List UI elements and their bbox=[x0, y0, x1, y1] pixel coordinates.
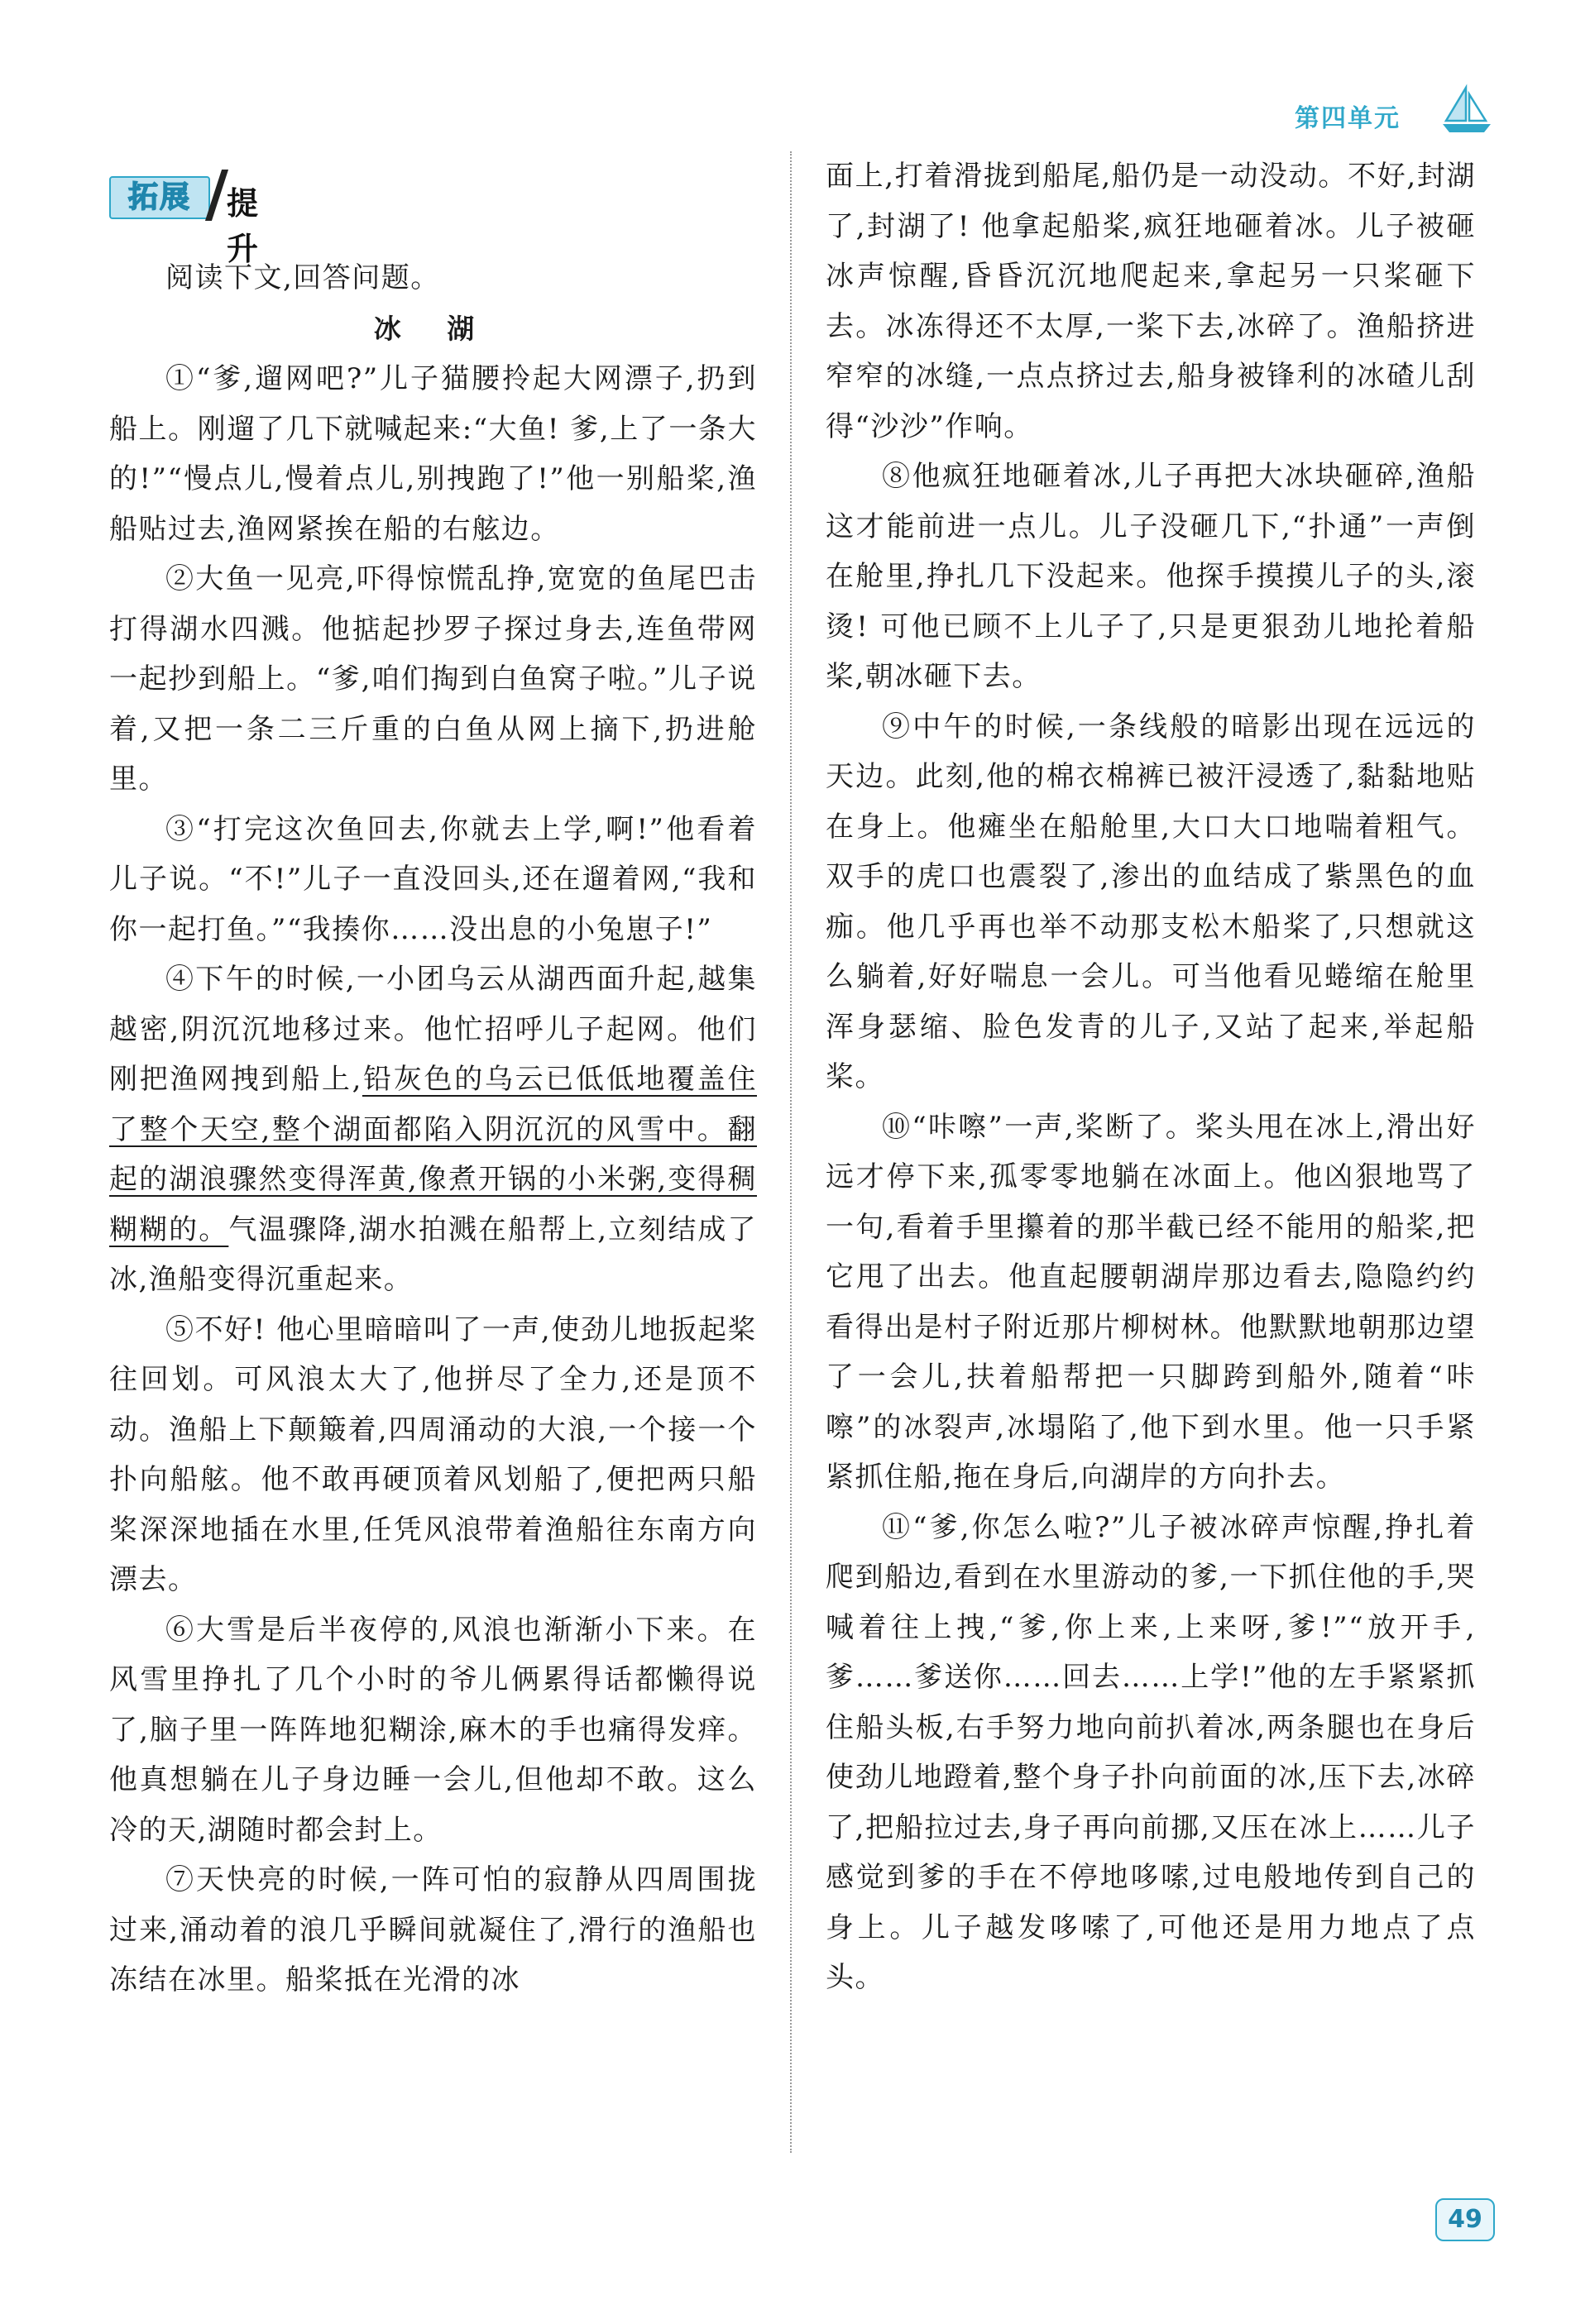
paragraph-7: ⑦天快亮的时候,一阵可怕的寂静从四周围拢过来,涌动着的浪几乎瞬间就凝住了,滑行的渔船也冻结在冰里。船桨抵在光滑的冰 bbox=[109, 1863, 757, 1996]
paragraph-2: ②大鱼一见亮,吓得惊慌乱挣,宽宽的鱼尾巴击打得湖水四溅。他掂起抄罗子探过身去,连鱼带网一起抄到船上。“爹,咱们掏到白鱼窝子啦。”儿子说着,又把一条二三斤重的白鱼从网上摘下,扔进舱里。 bbox=[109, 562, 757, 796]
paragraph-4 bbox=[109, 954, 757, 1305]
paragraph-6: ⑥大雪是后半夜停的,风浪也渐渐小下来。在风雪里挣扎了几个小时的爷儿俩累得话都懒得说了,脑子里一阵阵地犯糊涂,麻木的手也痛得发痒。他真想躺在儿子身边睡一会儿,但他却不敢。这么冷的天,湖随时都会封上。 bbox=[109, 1613, 757, 1847]
paragraph-9: ⑨中午的时候,一条线般的暗影出现在远远的天边。此刻,他的棉衣棉裤已被汗浸透了,黏黏地贴在身上。他瘫坐在船舱里,大口大口地喘着粗气。双手的虎口也震裂了,渗出的血结成了紫黑色的血痂。他几乎再也举不动那支松木船桨了,只想就这么躺着,好好喘息一会儿。可当他看见蜷缩在舱里浑身瑟缩、脸色发青的儿子,又站了起来,举起船桨。 bbox=[826, 710, 1476, 1093]
left-column bbox=[109, 354, 757, 2006]
paragraph-4-start: ④下午的时候,一小团乌云从湖西面升起,越集越密,阴沉沉地移过来。他忙招呼儿子起网。他们刚把渔网拽到船上, bbox=[109, 963, 757, 1096]
paragraph-10: ⑩“咔嚓”一声,桨断了。桨头甩在冰上,滑出好远才停下来,孤零零地躺在冰面上。他凶狠地骂了一句,看着手里攥着的那半截已经不能用的船桨,把它甩了出去。他直起腰朝湖岸那边看去,隐隐约约看得出是村子附近那片柳树林。他默默地朝那边望了一会儿,扶着船帮把一只脚跨到船外,随着“咔嚓”的冰裂声,冰塌陷了,他下到水里。他一只手紧紧抓住船,拖在身后,向湖岸的方向扑去。 bbox=[826, 1110, 1476, 1494]
page-number: 49 bbox=[1435, 2198, 1495, 2241]
column-divider bbox=[790, 151, 792, 2153]
underlined-sentence: 铅灰色的乌云已低低地覆盖住了整个天空,整个湖面都陷入阴沉沉的风雪中。翻起的湖浪骤然变得浑黄,像煮开锅的小米粥,变得稠糊糊的。 bbox=[109, 1063, 757, 1246]
right-column bbox=[826, 151, 1476, 2003]
section-title: 提升 bbox=[227, 185, 262, 267]
story-title: 冰 湖 bbox=[373, 313, 493, 345]
paragraph-11: ⑪“爹,你怎么啦?”儿子被冰碎声惊醒,挣扎着爬到船边,看到在水里游动的爹,一下抓住他的手,哭喊着往上拽,“爹,你上来,上来呀,爹!”“放开手,爹……爹送你……回去……上学!”他的左手紧紧抓住船头板,右手努力地向前扒着冰,两条腿也在身后使劲儿地蹬着,整个身子扑向前面的冰,压下去,冰碎了,把船拉过去,身子再向前挪,又压在冰上……儿子感觉到爹的手在不停地哆嗦,过电般地传到自己的身上。儿子越发哆嗦了,可他还是用力地点了点头。 bbox=[826, 1510, 1476, 1994]
paragraph-3: ③“打完这次鱼回去,你就去上学,啊!”他看着儿子说。“不!”儿子一直没回头,还在遛着网,“我和你一起打鱼。”“我揍你……没出息的小兔崽子!” bbox=[109, 812, 757, 946]
paragraph-7-continued: 面上,打着滑拢到船尾,船仍是一动没动。不好,封湖了,封湖了! 他拿起船桨,疯狂地砸着冰。儿子被砸冰声惊醒,昏昏沉沉地爬起来,拿起另一只桨砸下去。冰冻得还不太厚,一桨下去,冰碎了。渔船挤进窄窄的冰缝,一点点挤过去,船身被锋利的冰碴儿刮得“沙沙”作响。 bbox=[826, 160, 1476, 443]
instruction: 阅读下文,回答问题。 bbox=[165, 261, 440, 294]
sailboat-icon bbox=[1438, 83, 1496, 136]
unit-label: 第四单元 bbox=[1295, 104, 1401, 133]
paragraph-5: ⑤不好! 他心里暗暗叫了一声,使劲儿地扳起桨往回划。可风浪太大了,他拼尽了全力,还是顶不动。渔船上下颠簸着,四周涌动的大浪,一个接一个扑向船舷。他不敢再硬顶着风划船了,便把两只船桨深深地插在水里,任凭风浪带着渔船往东南方向漂去。 bbox=[109, 1313, 757, 1596]
paragraph-4-end: 气温骤降,湖水拍溅在船帮上,立刻结成了冰,渔船变得沉重起来。 bbox=[109, 1212, 757, 1296]
paragraph-8: ⑧他疯狂地砸着冰,儿子再把大冰块砸碎,渔船这才能前进一点儿。儿子没砸几下,“扑通”一声倒在舱里,挣扎几下没起来。他探手摸摸儿子的头,滚烫! 可他已顾不上儿子了,只是更狠劲儿地抡着船桨,朝冰砸下去。 bbox=[826, 460, 1476, 693]
paragraph-1: ①“爹,遛网吧?”儿子猫腰拎起大网漂子,扔到船上。刚遛了几下就喊起来:“大鱼! 爹,上了一条大的!”“慢点儿,慢着点儿,别拽跑了!”他一别船桨,渔船贴过去,渔网紧挨在船的右舷边。 bbox=[109, 362, 757, 546]
section-tag: 拓展 bbox=[109, 176, 210, 219]
